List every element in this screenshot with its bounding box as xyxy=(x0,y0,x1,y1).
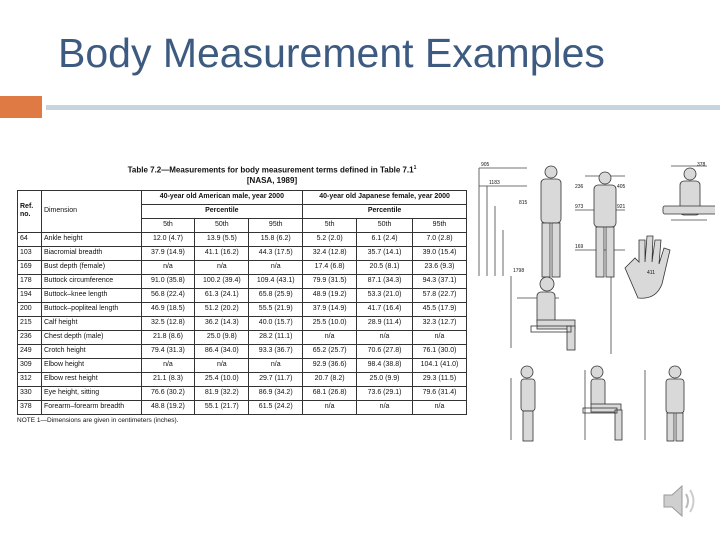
row-value: 15.8 (6.2) xyxy=(249,232,303,246)
row-value: 46.9 (18.5) xyxy=(141,302,195,316)
figure-label-973: 973 xyxy=(575,204,584,210)
row-value: 55.5 (21.9) xyxy=(249,302,303,316)
row-value: 40.0 (15.7) xyxy=(249,316,303,330)
header-p5-jp: 5th xyxy=(303,218,357,232)
front-standing-head xyxy=(669,366,681,378)
row-value: 65.2 (25.7) xyxy=(303,344,357,358)
row-value: n/a xyxy=(303,330,357,344)
row-dimension: Eye height, sitting xyxy=(41,386,141,400)
header-p5-us: 5th xyxy=(141,218,195,232)
figure-label-905: 905 xyxy=(481,162,490,168)
table-row xyxy=(18,232,467,246)
row-value: 53.3 (21.0) xyxy=(357,288,413,302)
row-value: 61.3 (24.1) xyxy=(195,288,249,302)
row-ref: 178 xyxy=(18,274,42,288)
header-p95-jp: 95th xyxy=(412,218,466,232)
row-dimension: Crotch height xyxy=(41,344,141,358)
row-dimension: Forearm–forearm breadth xyxy=(41,400,141,414)
anthropometric-diagram xyxy=(475,158,715,448)
row-value: n/a xyxy=(357,330,413,344)
table-note: NOTE 1—Dimensions are given in centimeters (inches). xyxy=(17,416,179,424)
row-ref: 309 xyxy=(18,358,42,372)
table-row xyxy=(18,302,467,316)
row-value: 36.2 (14.3) xyxy=(195,316,249,330)
back-figure-leg-right xyxy=(606,227,614,277)
table-row xyxy=(18,274,467,288)
row-value: 92.9 (36.6) xyxy=(303,358,357,372)
title-divider xyxy=(0,96,720,118)
table-body xyxy=(18,232,467,414)
figure-labels xyxy=(481,162,706,276)
header-p95-us: 95th xyxy=(249,218,303,232)
row-dimension: Biacromial breadth xyxy=(41,246,141,260)
row-ref: 312 xyxy=(18,372,42,386)
standing-side-head xyxy=(521,366,533,378)
front-figure-leg-left xyxy=(542,223,550,277)
row-value: 56.8 (22.4) xyxy=(141,288,195,302)
row-value: n/a xyxy=(303,400,357,414)
row-value: 41.1 (16.2) xyxy=(195,246,249,260)
figure-label-815: 815 xyxy=(519,200,528,206)
row-value: 65.8 (25.9) xyxy=(249,288,303,302)
row-value: 41.7 (16.4) xyxy=(357,302,413,316)
row-value: 32.5 (12.8) xyxy=(141,316,195,330)
row-value: 5.2 (2.0) xyxy=(303,232,357,246)
table-row xyxy=(18,330,467,344)
row-value: 57.8 (22.7) xyxy=(412,288,466,302)
standing-side-legs xyxy=(523,411,533,441)
row-value: 12.0 (4.7) xyxy=(141,232,195,246)
header-group-us: 40-year old American male, year 2000 xyxy=(141,190,303,204)
row-value: 25.0 (9.8) xyxy=(195,330,249,344)
header-p50-jp: 50th xyxy=(357,218,413,232)
header-percentile-jp: Percentile xyxy=(303,204,467,218)
row-ref: 200 xyxy=(18,302,42,316)
header-dimension: Dimension xyxy=(41,190,141,232)
row-value: n/a xyxy=(412,400,466,414)
figure-label-405: 405 xyxy=(617,184,626,190)
arms-figure-head xyxy=(684,168,696,180)
row-value: 32.3 (12.7) xyxy=(412,316,466,330)
row-value: n/a xyxy=(249,358,303,372)
row-value: 17.4 (6.8) xyxy=(303,260,357,274)
row-value: 91.0 (35.8) xyxy=(141,274,195,288)
row-value: 39.0 (15.4) xyxy=(412,246,466,260)
row-ref: 194 xyxy=(18,288,42,302)
row-value: 109.4 (43.1) xyxy=(249,274,303,288)
row-value: 68.1 (26.8) xyxy=(303,386,357,400)
row-value: 104.1 (41.0) xyxy=(412,358,466,372)
row-value: 7.0 (2.8) xyxy=(412,232,466,246)
row-value: 35.7 (14.1) xyxy=(357,246,413,260)
table-row xyxy=(18,344,467,358)
table-row xyxy=(18,316,467,330)
figure-label-411: 411 xyxy=(647,270,655,276)
row-ref: 330 xyxy=(18,386,42,400)
row-value: 29.7 (11.7) xyxy=(249,372,303,386)
table-row xyxy=(18,358,467,372)
header-ref: Ref. no. xyxy=(18,190,42,232)
header-p50-us: 50th xyxy=(195,218,249,232)
row-ref: 169 xyxy=(18,260,42,274)
row-value: 29.3 (11.5) xyxy=(412,372,466,386)
row-ref: 236 xyxy=(18,330,42,344)
row-dimension: Calf height xyxy=(41,316,141,330)
row-value: n/a xyxy=(412,330,466,344)
row-value: 73.6 (29.1) xyxy=(357,386,413,400)
table-row xyxy=(18,260,467,274)
row-value: 94.3 (37.1) xyxy=(412,274,466,288)
seated-side-calf xyxy=(615,410,622,440)
back-figure-leg-left xyxy=(596,227,604,277)
table-row xyxy=(18,288,467,302)
row-value: 6.1 (2.4) xyxy=(357,232,413,246)
row-dimension: Bust depth (female) xyxy=(41,260,141,274)
figure-label-236: 236 xyxy=(575,184,584,190)
row-ref: 378 xyxy=(18,400,42,414)
row-value: n/a xyxy=(249,260,303,274)
front-figure-head xyxy=(545,166,557,178)
row-value: 44.3 (17.5) xyxy=(249,246,303,260)
row-value: 70.6 (27.8) xyxy=(357,344,413,358)
front-standing-leg-right xyxy=(676,413,683,441)
measurement-table xyxy=(17,190,467,415)
row-value: n/a xyxy=(357,400,413,414)
row-value: 28.2 (11.1) xyxy=(249,330,303,344)
front-standing-leg-left xyxy=(667,413,674,441)
row-value: n/a xyxy=(195,260,249,274)
row-value: 28.9 (11.4) xyxy=(357,316,413,330)
row-ref: 64 xyxy=(18,232,42,246)
row-ref: 103 xyxy=(18,246,42,260)
table-row xyxy=(18,372,467,386)
figure-label-378: 378 xyxy=(697,162,706,168)
divider-accent xyxy=(0,96,42,118)
row-value: n/a xyxy=(141,358,195,372)
row-dimension: Chest depth (male) xyxy=(41,330,141,344)
row-value: 48.9 (19.2) xyxy=(303,288,357,302)
figure-label-1798: 1798 xyxy=(513,268,525,274)
speaker-icon[interactable] xyxy=(660,480,700,522)
back-figure-torso xyxy=(594,185,616,227)
row-value: 25.4 (10.0) xyxy=(195,372,249,386)
row-value: 45.5 (17.9) xyxy=(412,302,466,316)
table-caption xyxy=(77,163,467,186)
row-dimension: Elbow height xyxy=(41,358,141,372)
figure-label-1183: 1183 xyxy=(489,180,500,186)
table-row xyxy=(18,400,467,414)
header-percentile-us: Percentile xyxy=(141,204,303,218)
row-value: 37.9 (14.9) xyxy=(303,302,357,316)
row-dimension: Buttock–knee length xyxy=(41,288,141,302)
row-dimension: Ankle height xyxy=(41,232,141,246)
row-value: 48.8 (19.2) xyxy=(141,400,195,414)
row-value: 79.6 (31.4) xyxy=(412,386,466,400)
row-value: 32.4 (12.8) xyxy=(303,246,357,260)
back-figure-head xyxy=(599,172,611,184)
row-value: 21.8 (8.6) xyxy=(141,330,195,344)
row-value: 79.9 (31.5) xyxy=(303,274,357,288)
row-value: 20.5 (8.1) xyxy=(357,260,413,274)
row-value: 79.4 (31.3) xyxy=(141,344,195,358)
row-value: 93.3 (36.7) xyxy=(249,344,303,358)
row-value: 37.9 (14.9) xyxy=(141,246,195,260)
measurement-table-block xyxy=(17,163,467,424)
row-value: 76.6 (30.2) xyxy=(141,386,195,400)
row-dimension: Buttock circumference xyxy=(41,274,141,288)
row-ref: 215 xyxy=(18,316,42,330)
row-value: 81.9 (32.2) xyxy=(195,386,249,400)
row-value: 13.9 (5.5) xyxy=(195,232,249,246)
row-value: 21.1 (8.3) xyxy=(141,372,195,386)
row-value: 76.1 (30.0) xyxy=(412,344,466,358)
row-value: 51.2 (20.2) xyxy=(195,302,249,316)
seated-side-head xyxy=(591,366,603,378)
slide-title: Body Measurement Examples xyxy=(58,30,605,76)
table-footnote-mark: 1 xyxy=(413,165,417,171)
row-ref: 249 xyxy=(18,344,42,358)
divider-line xyxy=(46,105,720,110)
row-value: 86.9 (34.2) xyxy=(249,386,303,400)
row-value: n/a xyxy=(195,358,249,372)
row-value: 87.1 (34.3) xyxy=(357,274,413,288)
row-dimension: Buttock–popliteal length xyxy=(41,302,141,316)
figure-label-921: 921 xyxy=(617,204,626,210)
seated-side-torso xyxy=(591,379,605,407)
row-value: 55.1 (21.7) xyxy=(195,400,249,414)
row-value: 23.6 (9.3) xyxy=(412,260,466,274)
row-value: 98.4 (38.8) xyxy=(357,358,413,372)
arms-figure-forearms xyxy=(663,206,715,214)
standing-side-torso xyxy=(521,379,535,411)
front-figure-torso xyxy=(541,179,561,223)
row-value: 25.0 (9.9) xyxy=(357,372,413,386)
row-value: n/a xyxy=(141,260,195,274)
audio-icon xyxy=(660,480,700,522)
seated-figure-head xyxy=(540,277,554,291)
table-row xyxy=(18,386,467,400)
hand-outline xyxy=(625,236,670,298)
table-title: Table 7.2—Measurements for body measurement terms defined in Table 7.1 xyxy=(127,165,414,175)
body-measurement-figure xyxy=(475,158,715,448)
row-value: 20.7 (8.2) xyxy=(303,372,357,386)
row-dimension: Elbow rest height xyxy=(41,372,141,386)
front-standing-torso xyxy=(666,379,684,413)
row-value: 61.5 (24.2) xyxy=(249,400,303,414)
front-figure-leg-right xyxy=(552,223,560,277)
row-value: 100.2 (39.4) xyxy=(195,274,249,288)
header-group-jp: 40-year old Japanese female, year 2000 xyxy=(303,190,467,204)
row-value: 25.5 (10.0) xyxy=(303,316,357,330)
row-value: 86.4 (34.0) xyxy=(195,344,249,358)
table-source: [NASA, 1989] xyxy=(246,175,298,185)
table-row xyxy=(18,246,467,260)
figure-label-169: 169 xyxy=(575,244,584,250)
